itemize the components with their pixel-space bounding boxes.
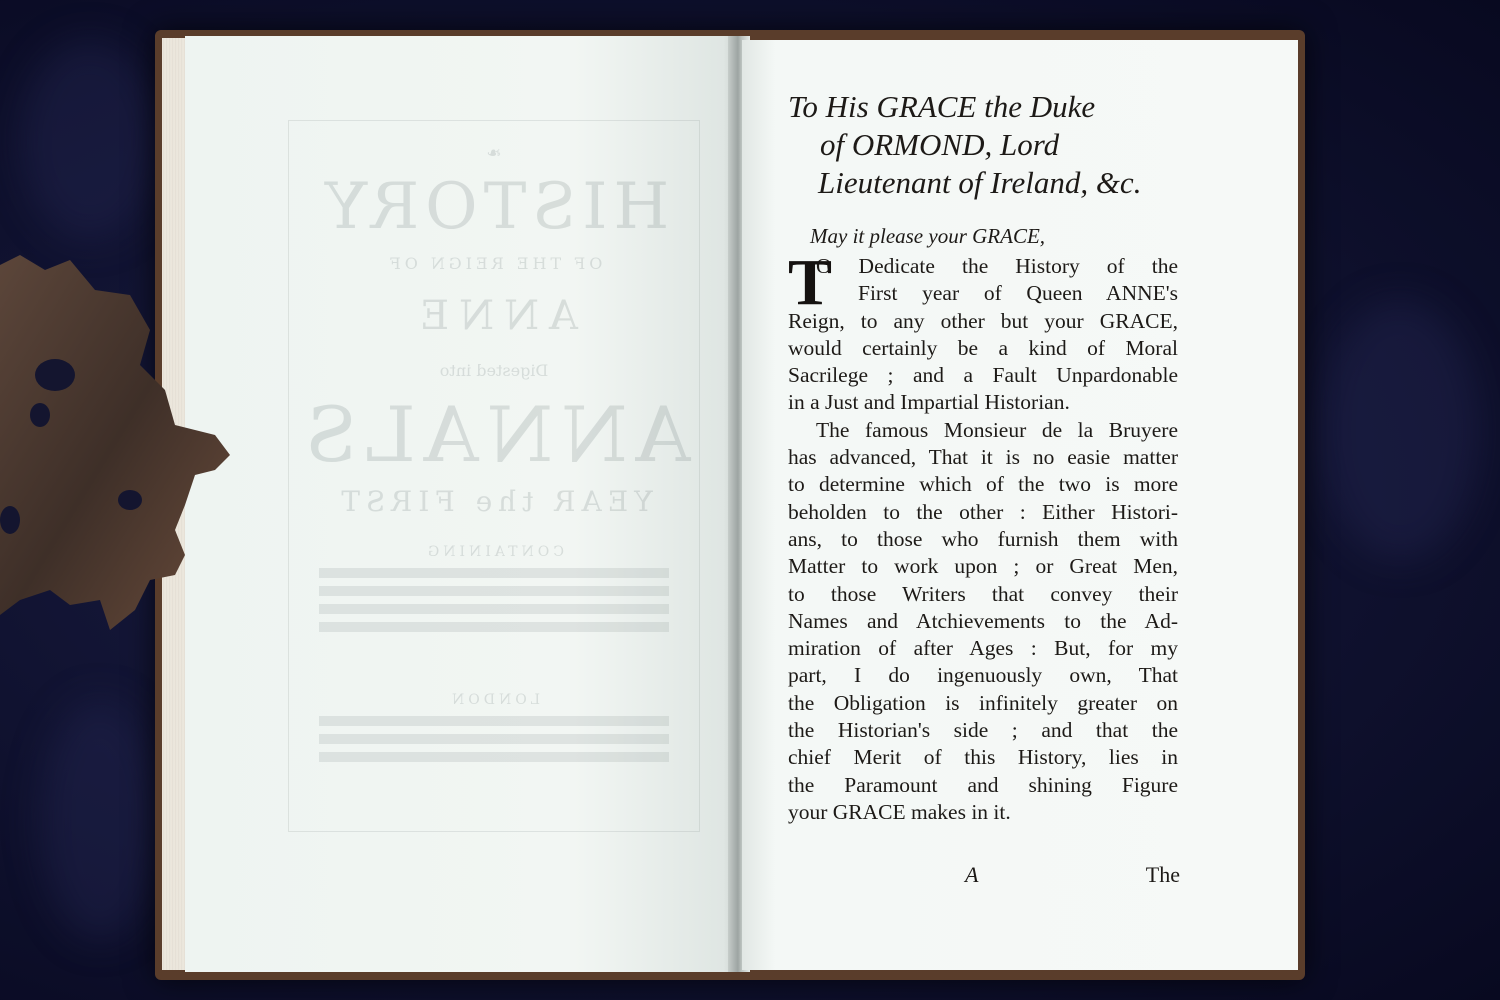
body-line: in a Just and Impartial Historian. — [788, 390, 1070, 415]
body-line: Names and Atchievements to the Ad- — [788, 608, 1178, 633]
body-line: First year of Queen ANNE's — [858, 281, 1178, 306]
body-line: chief Merit of this History, lies in — [788, 745, 1178, 770]
body-line: would certainly be a kind of Moral — [788, 335, 1178, 360]
salutation: May it please your GRACE, — [810, 224, 1046, 248]
catchword: The — [1145, 862, 1180, 887]
body-line: ans, to those who furnish them with — [788, 526, 1178, 551]
cloth-fold — [40, 700, 160, 940]
heading-line-3: Lieutenant of Ireland, &c. — [818, 165, 1142, 200]
body-line: your GRACE makes in it. — [788, 799, 1011, 824]
body-line: The famous Monsieur de la Bruyere — [816, 417, 1178, 442]
bleed-through-title-page: ❧ HISTORY OF THE REIGN OF ANNE Digested into ANNALS YEAR the FIRST CONTAINING LONDON — [288, 120, 700, 832]
cloth-fold — [20, 40, 160, 240]
dedication-heading — [788, 88, 1178, 202]
heading-line-1: To His GRACE the Duke — [788, 89, 1096, 124]
signature-mark: A — [965, 862, 979, 887]
body-line: to those Writers that convey their — [788, 581, 1178, 606]
body-line: has advanced, That it is no easie matter — [788, 445, 1178, 470]
body-line: Reign, to any other but your GRACE, — [788, 308, 1178, 333]
body-line: part, I do ingenuously own, That — [788, 663, 1178, 688]
body-line: to determine which of the two is more — [788, 472, 1178, 497]
body-line: Sacrilege ; and a Fault Unpardonable — [788, 363, 1178, 388]
drop-cap: T — [788, 246, 833, 319]
body-line: O Dedicate the History of the — [816, 254, 1178, 278]
cloth-fold — [1320, 300, 1480, 560]
heading-line-2: of ORMOND, Lord — [820, 127, 1060, 162]
dedication-body — [788, 246, 1178, 826]
metal-page-clip — [0, 255, 235, 640]
page-footer — [965, 862, 1180, 888]
body-line: miration of after Ages : But, for my — [788, 636, 1178, 661]
body-line: Matter to work upon ; or Great Men, — [788, 554, 1178, 579]
body-line: the Paramount and shining Figure — [788, 772, 1178, 797]
body-line: the Historian's side ; and that the — [788, 718, 1178, 743]
body-line: beholden to the other : Either Histori- — [788, 499, 1178, 524]
dedication-text-block — [788, 88, 1178, 826]
body-line: the Obligation is infinitely greater on — [788, 690, 1178, 715]
